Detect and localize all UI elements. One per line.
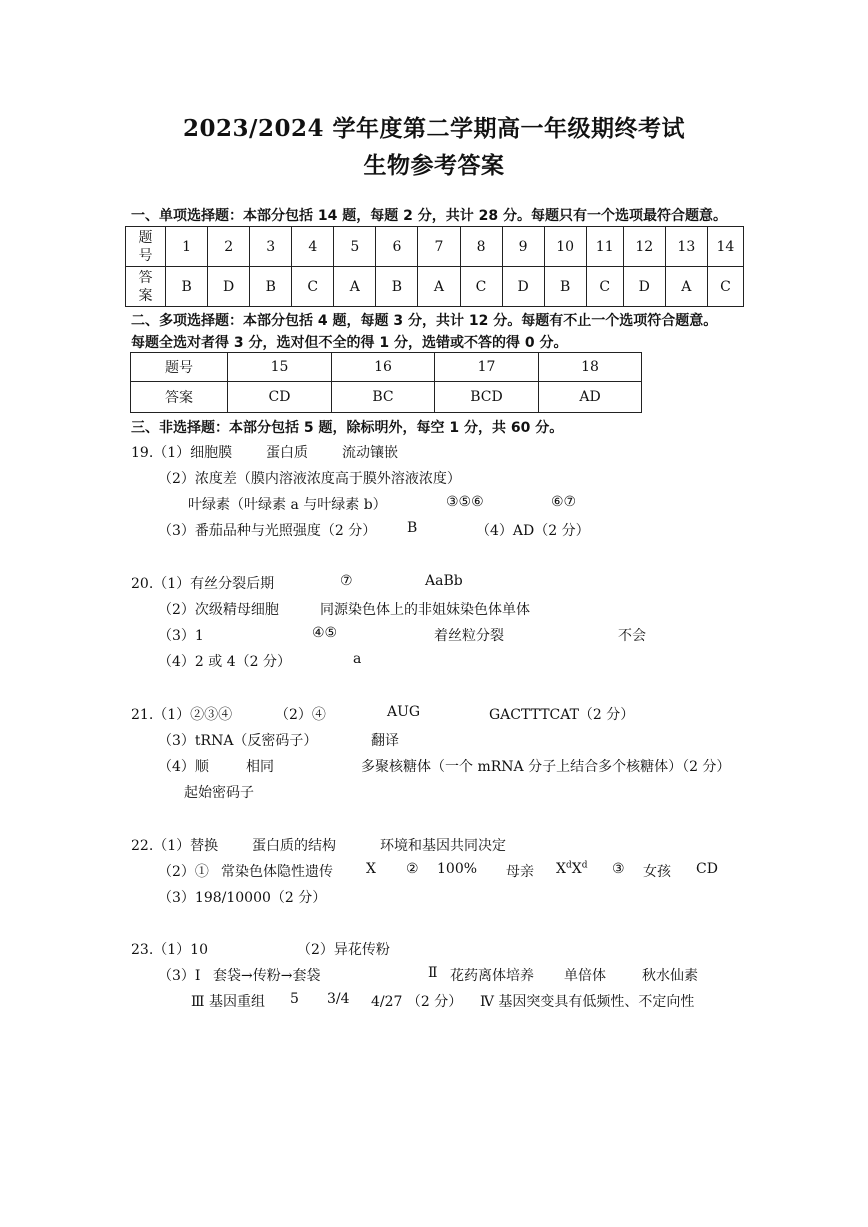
- answer-cell: A: [418, 267, 460, 307]
- section2-heading-2: 每题全选对者得 3 分，选对但不全的得 1 分，选错或不答的得 0 分。: [131, 335, 568, 351]
- q20-answer-2: （2）次级精母细胞: [158, 602, 279, 618]
- q21-answer-1: 21.（1）②③④: [131, 707, 233, 723]
- q20-answer-1: AaBb: [425, 573, 463, 589]
- q-number: 15: [228, 353, 332, 382]
- q23-answer-3: 单倍体: [564, 968, 606, 984]
- q23-answer-1: 23.（1）10: [131, 942, 208, 958]
- row-label-q: 题号: [131, 353, 228, 382]
- q21-answer-4: 相同: [246, 759, 274, 775]
- q-number: 5: [334, 227, 376, 267]
- q-number: 3: [250, 227, 292, 267]
- q19-answer-3: （3）番茄品种与光照强度（2 分）: [158, 523, 377, 539]
- answer-cell: D: [208, 267, 250, 307]
- q19-answer-2: （2）浓度差（膜内溶液浓度高于膜外溶液浓度）: [158, 471, 461, 487]
- row-label-a: 答案: [131, 382, 228, 413]
- q21-answer-4: 多聚核糖体（一个 mRNA 分子上结合多个核糖体）（2 分）: [361, 759, 731, 775]
- q23-answer-3: 5: [290, 991, 299, 1007]
- q23-answer-2: （2）异花传粉: [297, 942, 390, 958]
- q22-answer-2: ③: [612, 861, 625, 877]
- q23-answer-3: Ⅲ 基因重组: [191, 994, 265, 1010]
- q-number: 10: [544, 227, 586, 267]
- q-number: 8: [460, 227, 502, 267]
- q21-answer-3: 翻译: [371, 733, 399, 749]
- q-number: 9: [502, 227, 544, 267]
- q21-answer-2: AUG: [387, 704, 421, 720]
- q20-answer-2: 同源染色体上的非姐妹染色体单体: [320, 602, 530, 618]
- q21-answer-4: （4）顺: [158, 759, 209, 775]
- exam-title: 2023/2024 学年度第二学期高一年级期终考试: [183, 115, 685, 142]
- answer-cell: BC: [332, 382, 435, 413]
- q19-answer-1: 19.（1）细胞膜: [131, 445, 233, 461]
- genotype-xdxd: $X^dX^d$: [556, 860, 588, 877]
- q19-answer-2: 叶绿素（叶绿素 a 与叶绿素 b）: [188, 497, 387, 513]
- q22-answer-1: 22.（1）替换: [131, 838, 219, 854]
- q23-answer-3: 花药离体培养: [450, 968, 534, 984]
- answer-cell: C: [460, 267, 502, 307]
- section1-answer-table: [125, 226, 744, 307]
- q-number: 14: [707, 227, 743, 267]
- q23-answer-3: （3）Ⅰ: [158, 968, 201, 984]
- q-number: 13: [665, 227, 707, 267]
- q23-answer-3: 套袋→传粉→套袋: [213, 968, 321, 984]
- q19-answer-3: B: [407, 520, 418, 536]
- q20-answer-4: a: [353, 651, 362, 667]
- q23-answer-3: 3/4: [327, 991, 350, 1007]
- q21-answer-4: 起始密码子: [184, 785, 254, 801]
- q20-answer-3: 着丝粒分裂: [434, 628, 504, 644]
- q23-answer-3: Ⅱ: [428, 965, 438, 981]
- q22-answer-2: CD: [696, 861, 718, 877]
- answer-cell: B: [250, 267, 292, 307]
- row-label-q: 题号: [126, 227, 166, 267]
- q22-answer-2: X: [366, 861, 376, 877]
- q21-answer-2: （2）④: [275, 707, 326, 723]
- answer-cell: BCD: [435, 382, 539, 413]
- row-label-a: 答案: [126, 267, 166, 307]
- q22-answer-2: （2）①: [158, 864, 209, 880]
- q-number: 16: [332, 353, 435, 382]
- q-number: 1: [166, 227, 208, 267]
- q20-answer-3: 不会: [618, 628, 646, 644]
- answer-cell: C: [586, 267, 623, 307]
- table-row: [126, 267, 744, 307]
- q22-answer-2: 100%: [437, 861, 478, 877]
- q23-answer-3: 秋水仙素: [642, 968, 698, 984]
- q19-answer-2: ⑥⑦: [551, 494, 577, 510]
- q22-answer-1: 环境和基因共同决定: [380, 838, 506, 854]
- q23-answer-3: 4/27 （2 分）: [371, 994, 463, 1010]
- answer-cell: AD: [539, 382, 642, 413]
- q19-answer-4: （4）AD（2 分）: [476, 523, 590, 539]
- answer-cell: D: [623, 267, 665, 307]
- q-number: 2: [208, 227, 250, 267]
- q19-answer-1: 蛋白质: [266, 445, 308, 461]
- q23-answer-3: Ⅳ 基因突变具有低频性、不定向性: [480, 994, 695, 1010]
- section2-answer-table: [130, 352, 642, 413]
- q19-answer-1: 流动镶嵌: [342, 445, 398, 461]
- table-row: [131, 382, 642, 413]
- q20-answer-1: ⑦: [340, 573, 353, 589]
- q22-answer-2: 母亲: [506, 864, 534, 880]
- q-number: 6: [376, 227, 418, 267]
- answer-cell: A: [334, 267, 376, 307]
- q-number: 7: [418, 227, 460, 267]
- answer-cell: A: [665, 267, 707, 307]
- answer-cell: B: [376, 267, 418, 307]
- q-number: 11: [586, 227, 623, 267]
- q22-answer-3: （3）198/10000（2 分）: [158, 890, 327, 906]
- answer-cell: D: [502, 267, 544, 307]
- answer-key-subtitle: 生物参考答案: [363, 152, 505, 179]
- q-number: 18: [539, 353, 642, 382]
- section1-heading: 一、单项选择题：本部分包括 14 题，每题 2 分，共计 28 分。每题只有一个选项最符合题意。: [131, 208, 727, 224]
- answer-cell: C: [707, 267, 743, 307]
- q-number: 4: [292, 227, 334, 267]
- answer-cell: B: [166, 267, 208, 307]
- q21-answer-3: （3）tRNA（反密码子）: [158, 733, 318, 749]
- q19-answer-2: ③⑤⑥: [446, 494, 484, 510]
- q21-answer-2: GACTTTCAT（2 分）: [489, 707, 635, 723]
- answer-cell: CD: [228, 382, 332, 413]
- q22-answer-1: 蛋白质的结构: [252, 838, 336, 854]
- q20-answer-3: （3）1: [158, 628, 204, 644]
- answer-cell: C: [292, 267, 334, 307]
- section3-heading: 三、非选择题：本部分包括 5 题，除标明外，每空 1 分，共 60 分。: [131, 420, 564, 436]
- q-number: 17: [435, 353, 539, 382]
- q22-answer-2: 女孩: [643, 864, 671, 880]
- q22-answer-2: ②: [406, 861, 419, 877]
- q20-answer-4: （4）2 或 4（2 分）: [158, 654, 291, 670]
- q22-answer-2: 常染色体隐性遗传: [221, 864, 333, 880]
- q-number: 12: [623, 227, 665, 267]
- answer-cell: B: [544, 267, 586, 307]
- table-row: [126, 227, 744, 267]
- table-row: [131, 353, 642, 382]
- q20-answer-3: ④⑤: [312, 625, 338, 641]
- q20-answer-1: 20.（1）有丝分裂后期: [131, 576, 275, 592]
- section2-heading: 二、多项选择题：本部分包括 4 题，每题 3 分，共计 12 分。每题有不止一个选项符合题意。: [131, 313, 718, 329]
